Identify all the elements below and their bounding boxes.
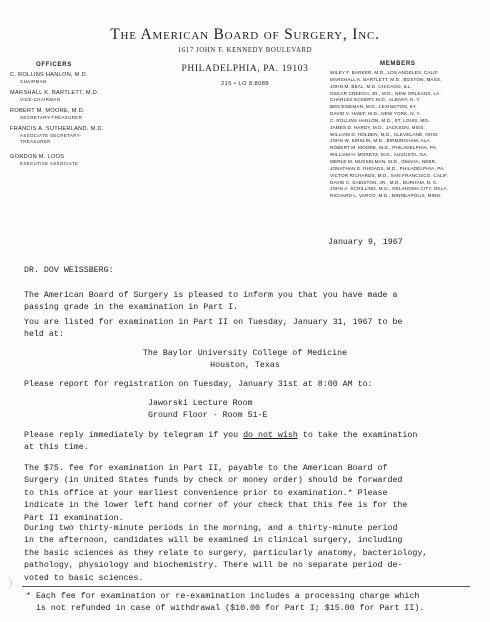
officer-name: FRANCIS A. SUTHERLAND, M.D. — [10, 126, 104, 132]
officer-name: ROBERT M. MOORE, M.D. — [10, 108, 85, 114]
punch-hole-mark — [3, 576, 12, 590]
officer-entry — [10, 126, 122, 145]
phone-number: 215 • LO 8.8088 — [221, 81, 269, 87]
paragraph-registration: Please report for registration on Tuesday, January 31st at 8:00 AM to: — [24, 380, 373, 389]
member-entry: WILLIAM H. MORETZ, M.D., AUGUSTA, GA. — [330, 152, 428, 158]
officer-role: ASSOCIATE SECRETARY-TREASURER — [20, 133, 82, 144]
member-entry: JONATHAN E. RHOADS, M.D., PHILADELPHIA, PA. — [330, 165, 445, 171]
members-list — [330, 70, 490, 200]
reply-underlined-text: do not wish — [243, 431, 298, 440]
officers-list — [10, 72, 122, 172]
officer-entry — [10, 154, 122, 167]
salutation: DR. DOV WEISSBERG: — [24, 266, 114, 275]
exam-venue: The Baylor University College of Medicine Houston, Texas — [142, 349, 348, 371]
letter-date: January 9, 1967 — [328, 238, 403, 247]
footnote-divider — [22, 586, 470, 587]
member-entry: WILLIAM D. HOLDEN, M.D., CLEVELAND, OHIO — [330, 131, 438, 137]
street-address: 1617 JOHN F. KENNEDY BOULEVARD — [177, 47, 313, 54]
officer-entry — [10, 90, 122, 103]
member-entry: CHARLES ECKERT, M.D., ALBANY, N. Y. — [330, 97, 421, 103]
footnote: * Each fee for examination or re-examination includes a processing charge which is not refunded in case of withdrawal ($10.00 for Part I; $15.00 for Part II). — [26, 592, 425, 614]
member-entry: WILEY F. BARKER, M.D., LOS ANGELES, CALIF. — [330, 70, 439, 75]
officer-entry — [10, 108, 122, 121]
officer-role: SECRETARY-TREASURER — [20, 115, 83, 120]
officer-entry — [10, 72, 122, 85]
officer-role: VICE-CHAIRMAN — [20, 97, 61, 102]
exam-room: Jaworski Lecture Room Ground Floor - Room 51-E — [148, 399, 268, 421]
member-entry: MERLE M. MUSSELMAN, M.D., OMAHA, NEBR. — [330, 158, 437, 164]
officer-name: C. ROLLINS HANLON, M.D. — [10, 72, 88, 78]
officer-name: GORDON M. LOOS — [10, 154, 65, 160]
paragraph-reply — [24, 430, 417, 455]
paragraph-exam-format: During two thirty-minute periods in the morning, and a thirty-minute period in the afternoon, candidates will be examined in clinical surgery, including the basic sciences as they relate to surgery, particularly anatomy, bacteriology, pathology, physiology and biochemistry. There will be no separate period de- voted to basic sciences. — [24, 524, 428, 583]
member-entry: RICHARD L. VARCO, M.D., MINNEAPOLIS, MINN. — [330, 193, 442, 199]
member-entry: MARSHALL K. BARTLETT, M.D., BOSTON, MASS. — [330, 76, 442, 82]
member-entry: ROBERT M. MOORE, M.D., PHILADELPHIA, PA. — [330, 145, 438, 151]
member-entry: JOHN W. KIRKLIN, M.D., BIRMINGHAM, ALA. — [330, 138, 432, 144]
paragraph-fee: The $75. fee for examination in Part II, payable to the American Board of Surgery (in United States funds by check or money order) should be forwarded to this office at your earliest convenience prior to examination.* Please indicate in the lower left hand corner of your check that this fee is for the Part II examination. — [24, 464, 408, 523]
officers-heading: OFFICERS — [36, 62, 72, 68]
member-entry: DAVID C. SABISTON, JR., M.D., DURHAM, N. C. — [330, 179, 438, 185]
officer-name: MARSHALL K. BARTLETT, M.D. — [10, 90, 99, 96]
member-entry: OSCAR CREECH, JR., M.D., NEW ORLEANS, LA. — [330, 90, 441, 96]
reply-text-before: Please reply immediately by telegram if you — [24, 431, 244, 440]
paragraph-result: The American Board of Surgery is pleased to inform you that you have made a passing grade in the examination in Part I. — [24, 291, 398, 313]
member-entry: JOHN M. BEAL, M.D. CHICAGO, ILL. — [330, 83, 412, 89]
officer-role: CHAIRMAN — [20, 79, 47, 84]
paragraph-schedule: You are listed for examination in Part II on Tuesday, January 31, 1967 to be held at: — [24, 318, 403, 340]
member-entry: C. ROLLINS HANLON, M.D., ST. LOUIS, MO. — [330, 117, 430, 123]
members-heading: MEMBERS — [380, 61, 416, 67]
member-entry: JOHN A. SCHILLING, M.D., OKLAHOMA CITY, OKLA. — [330, 186, 448, 192]
officer-role: EXECUTIVE ASSOCIATE — [20, 161, 79, 166]
member-entry: BEN EISEMAN, M.D., LEXINGTON, KY. — [330, 104, 417, 110]
member-entry: VICTOR RICHARDS, M.D., SAN FRANCISCO, CALIF. — [330, 172, 449, 178]
city-address: PHILADELPHIA, PA. 19103 — [181, 64, 309, 74]
member-entry: DAVID V. HABIF, M.D., NEW YORK, N. Y. — [330, 111, 421, 117]
member-entry: JAMES D. HARDY, M.D., JACKSON, MISS. — [330, 124, 425, 130]
reply-text-after: to take the examination at this time. — [24, 431, 418, 453]
organization-name: The American Board of Surgery, Inc. — [110, 26, 380, 43]
